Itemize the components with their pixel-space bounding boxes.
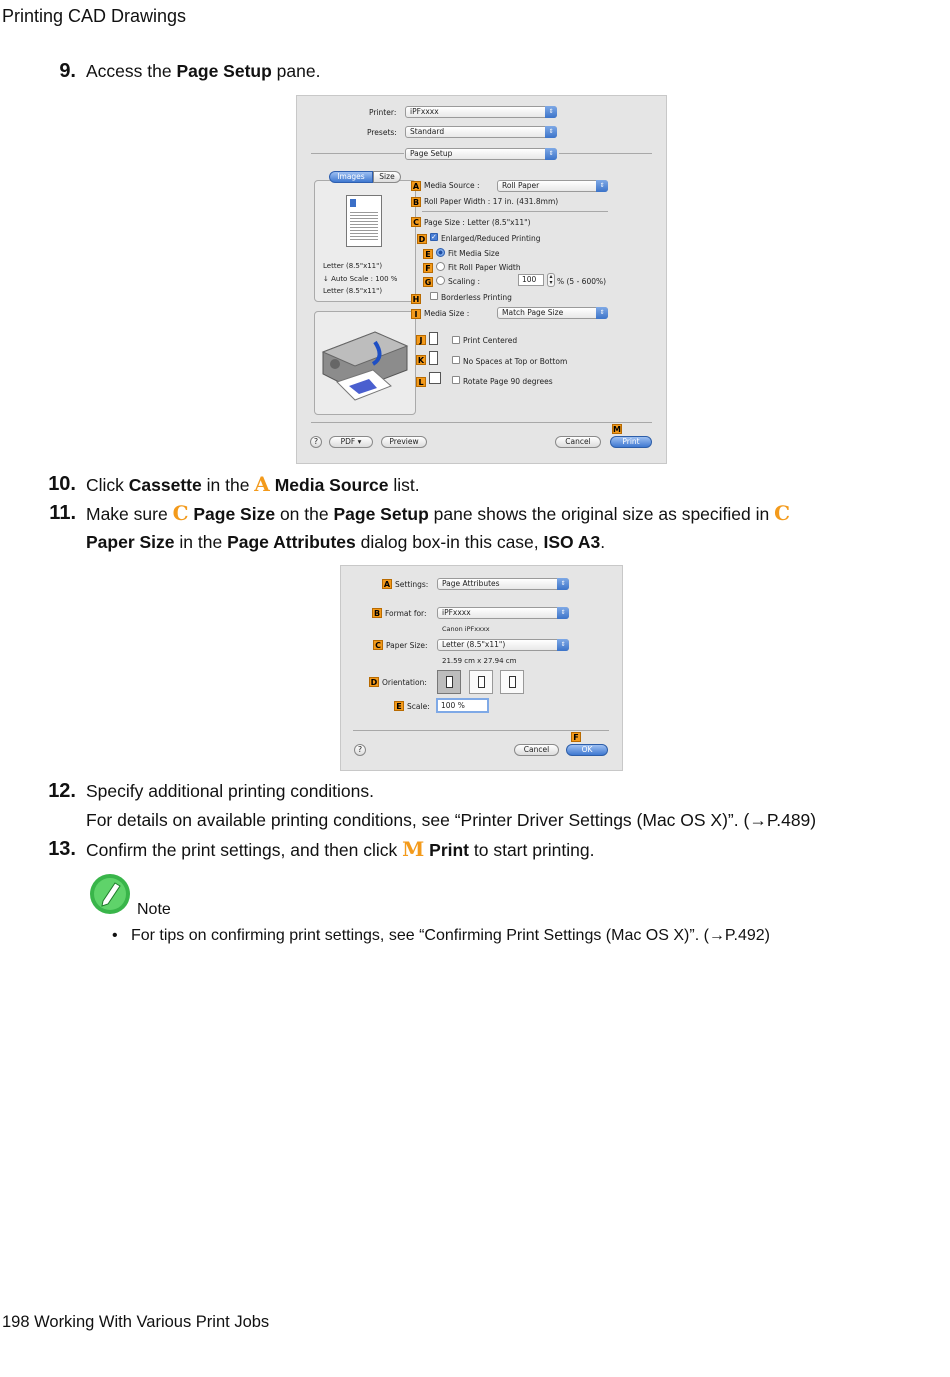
preview-line-2: ↓ Auto Scale : 100 % bbox=[323, 275, 398, 283]
badge-d: D bbox=[370, 678, 378, 687]
step-text: Access the Page Setup pane. bbox=[86, 61, 321, 81]
badge-h: H bbox=[412, 295, 420, 304]
no-spaces-icon bbox=[429, 351, 438, 365]
note-icon bbox=[89, 873, 131, 915]
badge-k: K bbox=[417, 356, 425, 365]
cancel-button[interactable]: Cancel bbox=[555, 436, 601, 448]
step-number: 9. bbox=[59, 60, 76, 82]
step-text: Specify additional printing conditions. bbox=[86, 781, 374, 801]
scaling-label: Scaling : bbox=[448, 277, 481, 286]
scale-label: Scale: bbox=[407, 702, 430, 711]
no-spaces-label: No Spaces at Top or Bottom bbox=[463, 357, 568, 366]
media-size-label: Media Size : bbox=[424, 309, 470, 318]
badge-f: F bbox=[423, 263, 433, 273]
badge-m: M bbox=[613, 425, 621, 434]
page-footer: 198 Working With Various Print Jobs bbox=[2, 1313, 270, 1331]
presets-select[interactable]: Standard ⇕ bbox=[405, 126, 557, 138]
help-icon[interactable]: ? bbox=[310, 436, 322, 448]
popup-arrow-icon: ⇕ bbox=[596, 180, 608, 192]
scaling-stepper[interactable]: ▴ ▾ bbox=[547, 273, 555, 287]
format-sub: Canon iPFxxxx bbox=[442, 625, 490, 633]
borderless-label: Borderless Printing bbox=[441, 293, 512, 302]
paper-size-select[interactable]: Letter (8.5"x11") ⇕ bbox=[437, 639, 569, 651]
no-spaces-checkbox[interactable] bbox=[452, 356, 460, 364]
fit-media-radio[interactable] bbox=[436, 248, 445, 257]
page-size-value: Page Size : Letter (8.5"x11") bbox=[424, 218, 531, 227]
badge-l: L bbox=[416, 377, 426, 387]
rotate-label: Rotate Page 90 degrees bbox=[463, 377, 553, 386]
scaling-radio[interactable] bbox=[436, 276, 445, 285]
orientation-landscape-icon[interactable] bbox=[469, 670, 493, 694]
step-text: Click Cassette in the A Media Source list. bbox=[86, 472, 420, 496]
note-title: Note bbox=[137, 901, 171, 918]
format-label: Format for: bbox=[385, 609, 427, 618]
rotate-checkbox[interactable] bbox=[452, 376, 460, 384]
badge-a: A bbox=[412, 182, 420, 191]
enlarged-label: Enlarged/Reduced Printing bbox=[441, 234, 541, 243]
preview-image-icon bbox=[350, 199, 356, 207]
step-12 bbox=[0, 780, 950, 832]
page-setup-dialog bbox=[296, 95, 667, 464]
preview-line-1: Letter (8.5"x11") bbox=[323, 262, 383, 270]
badge-c: C bbox=[373, 640, 383, 650]
print-centered-label: Print Centered bbox=[463, 336, 518, 345]
fit-roll-radio[interactable] bbox=[436, 262, 445, 271]
orientation-label: Orientation: bbox=[382, 678, 427, 687]
badge-b: B bbox=[373, 609, 381, 618]
scaling-range: % (5 - 600%) bbox=[557, 277, 607, 286]
scaling-input[interactable]: 100 bbox=[518, 274, 544, 286]
paper-size-label: Paper Size: bbox=[386, 641, 428, 650]
roll-paper-width: Roll Paper Width : 17 in. (431.8mm) bbox=[424, 197, 559, 206]
orientation-portrait-icon[interactable] bbox=[437, 670, 461, 694]
preview-button[interactable]: Preview bbox=[381, 436, 427, 448]
note-bullet-text: For tips on confirming print settings, see “Confirming Print Settings (Mac OS X)”. (→P.492) bbox=[130, 927, 770, 944]
preview-panel bbox=[314, 180, 416, 302]
preview-line-3: Letter (8.5"x11") bbox=[323, 287, 383, 295]
borderless-checkbox[interactable] bbox=[430, 292, 438, 300]
badge-j: J bbox=[416, 335, 426, 345]
step-number: 13. bbox=[48, 838, 76, 860]
divider bbox=[559, 153, 652, 154]
format-select[interactable]: iPFxxxx ⇕ bbox=[437, 607, 569, 619]
presets-label: Presets: bbox=[367, 128, 397, 137]
settings-select[interactable]: Page Attributes ⇕ bbox=[437, 578, 569, 590]
step-text: Confirm the print settings, and then click M Print to start printing. bbox=[86, 837, 595, 861]
divider bbox=[353, 730, 609, 731]
pdf-button[interactable]: PDF ▾ bbox=[329, 436, 373, 448]
fit-roll-label: Fit Roll Paper Width bbox=[448, 263, 521, 272]
printer-label: Printer: bbox=[369, 108, 397, 117]
popup-arrow-icon: ⇕ bbox=[545, 126, 557, 138]
popup-arrow-icon: ⇕ bbox=[596, 307, 608, 319]
badge-f: F bbox=[571, 732, 581, 742]
media-source-label: Media Source : bbox=[424, 181, 480, 190]
media-size-select[interactable]: Match Page Size ⇕ bbox=[497, 307, 608, 319]
divider bbox=[422, 211, 608, 212]
popup-arrow-icon: ⇕ bbox=[557, 607, 569, 619]
tab-images[interactable]: Images bbox=[329, 171, 373, 183]
settings-label: Settings: bbox=[395, 580, 429, 589]
printer-select[interactable]: iPFxxxx ⇕ bbox=[405, 106, 557, 118]
page-header: Printing CAD Drawings bbox=[2, 6, 187, 26]
page-attributes-dialog bbox=[340, 565, 623, 771]
step-detail: For details on available printing conditions, see “Printer Driver Settings (Mac OS X)”. (→P.489) bbox=[86, 810, 817, 830]
printer-image-panel bbox=[314, 311, 416, 415]
popup-arrow-icon: ⇕ bbox=[557, 639, 569, 651]
divider bbox=[311, 153, 404, 154]
scale-input[interactable]: 100 % bbox=[436, 698, 489, 713]
ok-button[interactable]: OK bbox=[566, 744, 608, 756]
badge-e: E bbox=[423, 249, 433, 259]
badge-i: I bbox=[411, 309, 421, 319]
orientation-reverse-landscape-icon[interactable] bbox=[500, 670, 524, 694]
step-11 bbox=[0, 502, 950, 554]
popup-arrow-icon: ⇕ bbox=[557, 578, 569, 590]
badge-a: A bbox=[383, 580, 391, 589]
step-9 bbox=[0, 60, 950, 84]
cancel-button[interactable]: Cancel bbox=[514, 744, 559, 756]
tab-size[interactable]: Size bbox=[373, 171, 401, 183]
badge-g: G bbox=[424, 278, 432, 287]
note-bullet: • For tips on confirming print settings, see “Confirming Print Settings (Mac OS X)”. (→P.492) bbox=[112, 927, 770, 944]
badge-e: E bbox=[394, 701, 404, 711]
paper-size-sub: 21.59 cm x 27.94 cm bbox=[442, 657, 517, 665]
badge-b: B bbox=[412, 198, 420, 207]
step-text-line-2: Paper Size in the Page Attributes dialog box-in this case, ISO A3. bbox=[86, 532, 606, 552]
step-number: 12. bbox=[48, 780, 76, 802]
popup-arrow-icon: ⇕ bbox=[545, 148, 557, 160]
step-number: 11. bbox=[49, 502, 76, 524]
rotate-icon bbox=[429, 372, 441, 384]
step-10 bbox=[0, 473, 950, 497]
page-preview bbox=[346, 195, 382, 247]
badge-d: D bbox=[418, 235, 426, 244]
badge-c: C bbox=[411, 217, 421, 227]
printer-illustration-icon bbox=[315, 312, 415, 412]
print-centered-icon bbox=[429, 332, 438, 345]
enlarged-checkbox[interactable] bbox=[430, 233, 438, 241]
print-button[interactable]: Print bbox=[610, 436, 652, 448]
step-text-line-1: Make sure C Page Size on the Page Setup pane shows the original size as specified in C bbox=[86, 501, 791, 525]
media-source-select[interactable]: Roll Paper ⇕ bbox=[497, 180, 608, 192]
help-icon[interactable]: ? bbox=[354, 744, 366, 756]
fit-media-label: Fit Media Size bbox=[448, 249, 500, 258]
popup-arrow-icon: ⇕ bbox=[545, 106, 557, 118]
divider bbox=[311, 422, 652, 423]
print-centered-checkbox[interactable] bbox=[452, 336, 460, 344]
step-13 bbox=[0, 838, 950, 862]
pane-select[interactable]: Page Setup ⇕ bbox=[405, 148, 557, 160]
preview-lines bbox=[350, 210, 378, 242]
step-number: 10. bbox=[48, 473, 76, 495]
